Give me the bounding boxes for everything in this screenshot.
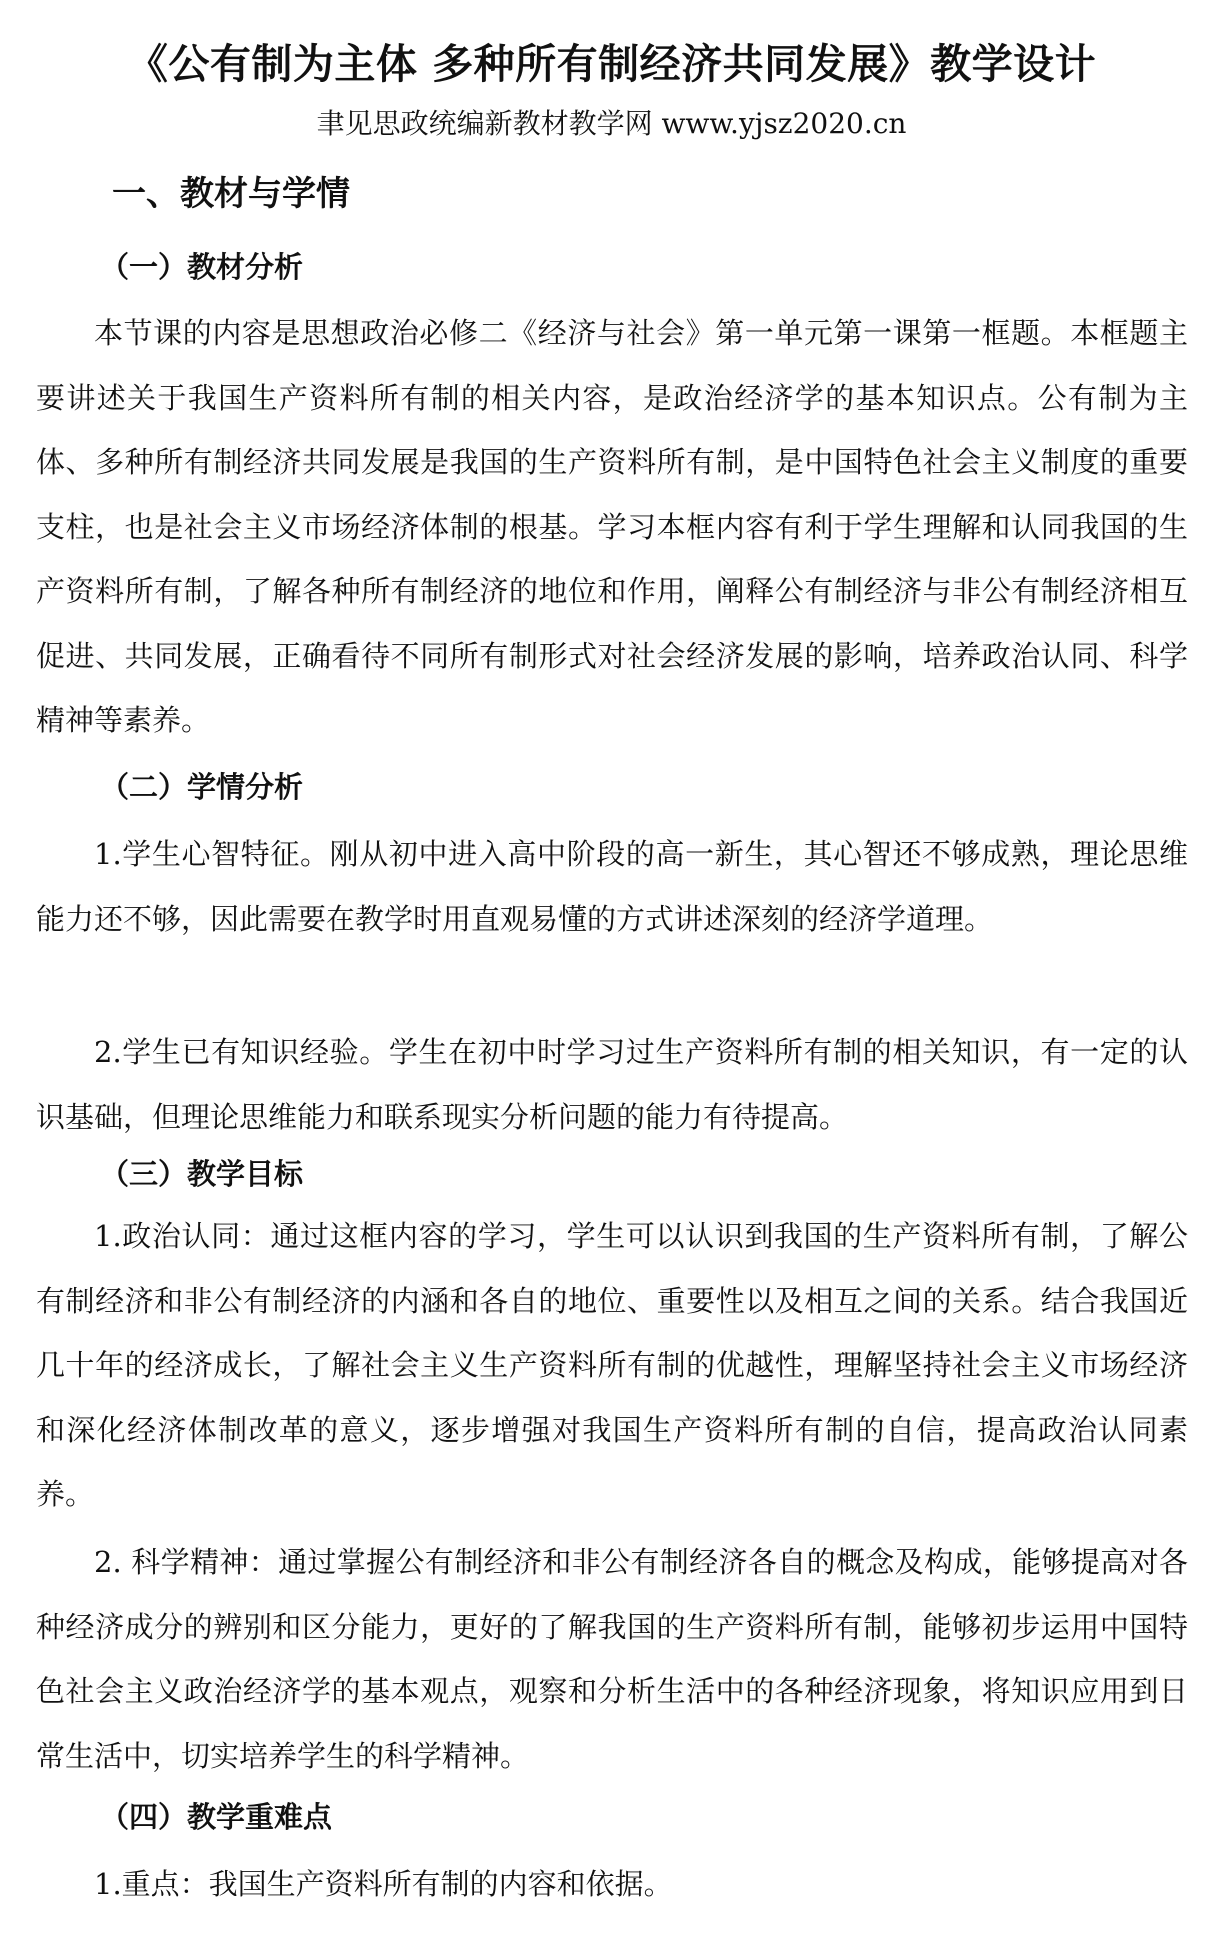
paragraph-student-prior-knowledge: 2.学生已有知识经验。学生在初中时学习过生产资料所有制的相关知识，有一定的认识基础，但理论思维能力和联系现实分析问题的能力有待提高。 (36, 1035, 1188, 1134)
document-title: 《公有制为主体 多种所有制经济共同发展》教学设计 (126, 40, 1097, 88)
paragraph-objective-political-identity: 1.政治认同：通过这框内容的学习，学生可以认识到我国的生产资料所有制，了解公有制经济和非公有制经济的内涵和各自的地位、重要性以及相互之间的关系。结合我国近几十年的经济成长，了解社会主义生产资料所有制的优越性，理解坚持社会主义市场经济和深化经济体制改革的意义，逐步增强对我国生产资料所有制的自信，提高政治认同素养。 (36, 1219, 1188, 1511)
subheading-student-analysis: （二）学情分析 (100, 770, 304, 804)
paragraph-key-point: 1.重点：我国生产资料所有制的内容和依据。 (94, 1867, 673, 1901)
subheading-teaching-objectives: （三）教学目标 (100, 1157, 304, 1191)
subheading-textbook-analysis: （一）教材分析 (100, 250, 304, 284)
paragraph-student-mental-traits: 1.学生心智特征。刚从初中进入高中阶段的高一新生，其心智还不够成熟，理论思维能力还不够，因此需要在教学时用直观易懂的方式讲述深刻的经济学道理。 (36, 837, 1188, 936)
section-heading-materials-and-students: 一、教材与学情 (112, 174, 350, 214)
document-subtitle: 聿见思政统编新教材教学网 www.yjsz2020.cn (316, 107, 907, 140)
subheading-key-and-difficult-points: （四）教学重难点 (100, 1800, 333, 1834)
paragraph-objective-scientific-spirit: 2. 科学精神：通过掌握公有制经济和非公有制经济各自的概念及构成，能够提高对各种经济成分的辨别和区分能力，更好的了解我国的生产资料所有制，能够初步运用中国特色社会主义政治经济学的基本观点，观察和分析生活中的各种经济现象，将知识应用到日常生活中，切实培养学生的科学精神。 (36, 1545, 1188, 1773)
paragraph-textbook-analysis: 本节课的内容是思想政治必修二《经济与社会》第一单元第一课第一框题。本框题主要讲述关于我国生产资料所有制的相关内容，是政治经济学的基本知识点。公有制为主体、多种所有制经济共同发展是我国的生产资料所有制，是中国特色社会主义制度的重要支柱，也是社会主义市场经济体制的根基。学习本框内容有利于学生理解和认同我国的生产资料所有制，了解各种所有制经济的地位和作用，阐释公有制经济与非公有制经济相互促进、共同发展，正确看待不同所有制形式对社会经济发展的影响，培养政治认同、科学精神等素养。 (36, 316, 1188, 737)
